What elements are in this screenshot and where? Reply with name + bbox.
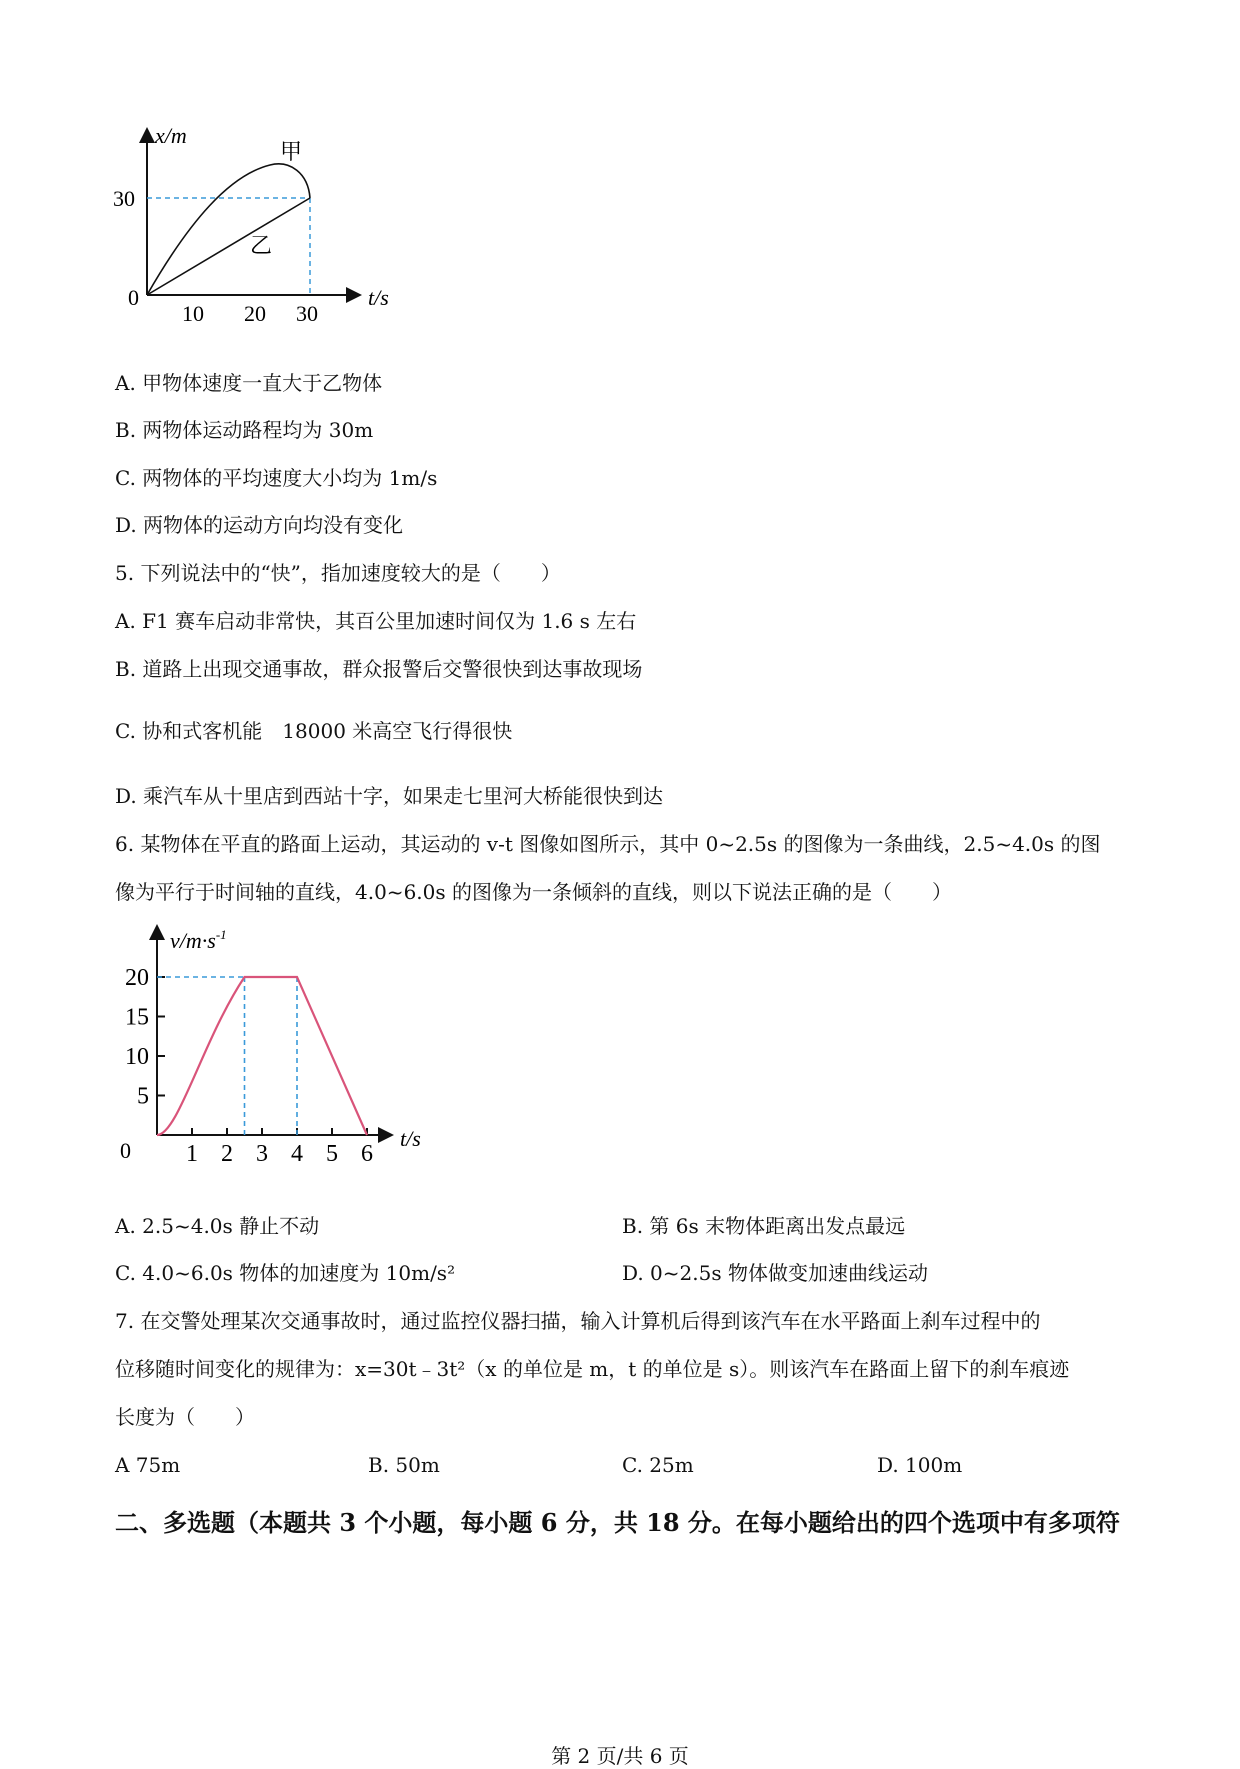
x-axis-label: t/s	[368, 285, 389, 310]
q4-option-d: D. 两物体的运动方向均没有变化	[115, 513, 404, 537]
q6-option-d: D. 0~2.5s 物体做变加速曲线运动	[622, 1261, 928, 1285]
y-axis-label: x/m	[155, 125, 187, 148]
vt-y-tick-label: 20	[125, 965, 149, 991]
section-2-heading: 二、多选题（本题共 3 个小题，每小题 6 分，共 18 分。在每小题给出的四个选项中有多项符	[115, 1508, 1120, 1537]
q7-option-b: B. 50m	[368, 1453, 440, 1477]
q4-option-c: C. 两物体的平均速度大小均为 1m/s	[115, 466, 438, 490]
q6-stem-line1: 6. 某物体在平直的路面上运动，其运动的 v-t 图像如图所示，其中 0~2.5s 的图像为一条曲线，2.5~4.0s 的图	[115, 832, 1101, 856]
q6-option-b: B. 第 6s 末物体距离出发点最远	[622, 1214, 906, 1238]
vt-origin-label: 0	[120, 1138, 131, 1163]
q6-option-a: A. 2.5~4.0s 静止不动	[115, 1214, 320, 1238]
q5-stem: 5. 下列说法中的“快”，指加速度较大的是（ ）	[115, 561, 561, 585]
q6-stem-line2: 像为平行于时间轴的直线，4.0~6.0s 的图像为一条倾斜的直线，则以下说法正确的是（ ）	[115, 880, 952, 904]
q7-stem-line1: 7. 在交警处理某次交通事故时，通过监控仪器扫描，输入计算机后得到该汽车在水平路面上刹车过程中的	[115, 1309, 1041, 1333]
curve-jia-label: 甲	[280, 139, 303, 164]
line-yi	[147, 198, 310, 295]
vt-y-tick-label: 5	[137, 1083, 149, 1110]
q5-option-b: B. 道路上出现交通事故，群众报警后交警很快到达事故现场	[115, 657, 643, 681]
vt-x-tick-label: 1	[186, 1141, 198, 1167]
q4-option-a: A. 甲物体速度一直大于乙物体	[115, 371, 383, 395]
q5-option-c: C. 协和式客机能 18000 米高空飞行得很快	[115, 719, 513, 743]
q7-stem-line3: 长度为（ ）	[115, 1405, 255, 1429]
vt-x-tick-label: 3	[256, 1141, 268, 1167]
x-tick-20: 20	[244, 301, 266, 326]
x-tick-10: 10	[182, 301, 204, 326]
vt-x-tick-label: 2	[221, 1141, 233, 1167]
vt-x-axis-label: t/s	[400, 1126, 421, 1151]
q6-option-c: C. 4.0~6.0s 物体的加速度为 10m/s²	[115, 1261, 456, 1285]
curve-jia	[147, 164, 310, 295]
vt-x-tick-label: 6	[361, 1141, 373, 1167]
vt-velocity-curve	[157, 977, 367, 1135]
q5-option-a: A. F1 赛车启动非常快，其百公里加速时间仅为 1.6 s 左右	[115, 609, 637, 633]
q4-option-b: B. 两物体运动路程均为 30m	[115, 418, 374, 442]
vt-axes	[157, 928, 390, 1135]
vt-y-tick-label: 10	[125, 1044, 149, 1070]
vt-x-tick-label: 4	[291, 1141, 303, 1167]
y-tick-30: 30	[113, 186, 135, 211]
x-tick-30: 30	[296, 301, 318, 326]
q7-option-a: A 75m	[115, 1453, 181, 1477]
q5-option-d: D. 乘汽车从十里店到西站十字，如果走七里河大桥能很快到达	[115, 784, 664, 808]
vt-y-tick-label: 15	[125, 1004, 149, 1031]
page-footer: 第 2 页/共 6 页	[551, 1744, 689, 1768]
vt-x-tick-label: 5	[326, 1141, 338, 1167]
vt-graph	[110, 920, 440, 1170]
xt-graph	[110, 125, 410, 335]
q7-option-c: C. 25m	[622, 1453, 694, 1477]
curve-yi-label: 乙	[250, 233, 273, 258]
q7-stem-line2: 位移随时间变化的规律为：x=30t﹣3t²（x 的单位是 m，t 的单位是 s）。则该汽车在路面上留下的刹车痕迹	[115, 1357, 1070, 1381]
vt-y-axis-label: $v/m\cdot s^{-1}$	[170, 927, 227, 953]
origin-label: 0	[128, 285, 139, 310]
q7-option-d: D. 100m	[877, 1453, 963, 1477]
